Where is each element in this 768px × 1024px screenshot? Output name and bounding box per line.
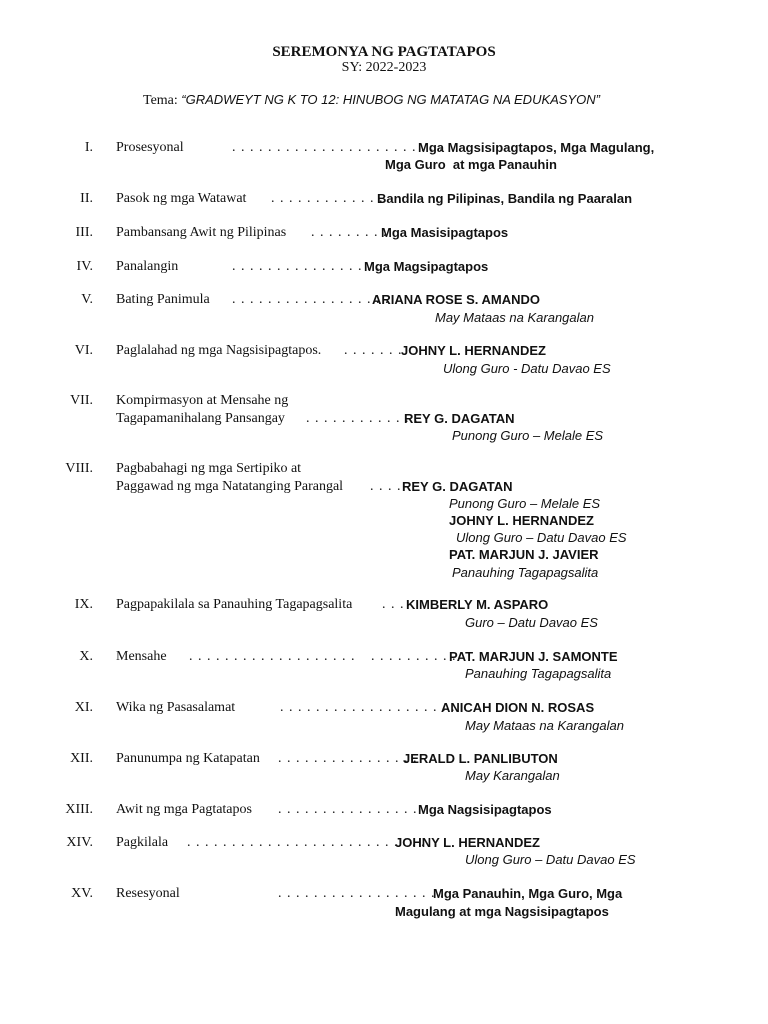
participant-name: Mga Nagsisipagtapos: [418, 802, 552, 817]
participant-title: May Mataas na Karangalan: [435, 310, 594, 325]
participant-title: Ulong Guro – Datu Davao ES: [456, 530, 627, 545]
item-number: II.: [80, 191, 93, 206]
leader-dots: . . .: [382, 597, 405, 612]
program-item-label: Paglalahad ng mga Nagsisipagtapos.: [116, 343, 322, 358]
item-number: XI.: [74, 700, 93, 715]
program-item-label: Bating Panimula: [116, 292, 210, 307]
participant-name: JOHNY L. HERNANDEZ: [395, 835, 540, 850]
program-item-label: Kompirmasyon at Mensahe ng: [116, 393, 289, 408]
program-item-label: Pagbabahagi ng mga Sertipiko at: [116, 461, 302, 476]
theme-line: [143, 92, 600, 109]
item-number: XII.: [70, 751, 93, 766]
leader-dots: . . . . . . . . . . . . . . . . . . .: [189, 649, 356, 664]
program-item-label: Panalangin: [116, 259, 179, 274]
program-item-label-cont: Tagapamanihalang Pansangay: [116, 411, 285, 426]
item-number: VII.: [70, 393, 93, 408]
program-item-label: Panunumpa ng Katapatan: [116, 751, 260, 766]
item-number: XIII.: [65, 802, 93, 817]
program-item-label: Awit ng mga Pagtatapos: [116, 802, 252, 817]
participant-name: PAT. MARJUN J. SAMONTE: [449, 649, 618, 664]
participant-name: Mga Guro at mga Panauhin: [385, 157, 557, 172]
leader-dots: . . . . . . . . . .: [371, 649, 457, 664]
leader-dots: . . . .: [370, 479, 402, 494]
participant-title: Guro – Datu Davao ES: [465, 615, 598, 630]
participant-name: Mga Magsisipagtapos, Mga Magulang,: [418, 140, 655, 155]
participant-name: PAT. MARJUN J. JAVIER: [449, 547, 599, 562]
participant-name: ARIANA ROSE S. AMANDO: [372, 292, 541, 307]
leader-dots: . . . . . . . . . . . . .: [271, 191, 384, 206]
leader-dots: . . . . . . . . . . . . . . . . . . . . . . . .: [232, 140, 444, 155]
item-number: VI.: [74, 343, 93, 358]
leader-dots: . . . . . . . . . . . . . . . .: [278, 802, 418, 817]
participant-title: Panauhing Tagapagsalita: [452, 565, 599, 580]
participant-name: JOHNY L. HERNANDEZ: [401, 343, 546, 358]
theme-text: “GRADWEYT NG K TO 12: HINUBOG NG MATATAG NA EDUKASYON”: [181, 92, 600, 107]
item-number: IV.: [76, 259, 93, 274]
participant-name: Mga Magsipagtapos: [364, 259, 489, 274]
leader-dots: . . . . . . . . . . . . . . . . . . . . . . . . . . .: [187, 835, 426, 850]
leader-dots: . . . . . . . . .: [311, 225, 388, 240]
leader-dots: . . . . . . . . . . . . . . . . . . . . .: [280, 700, 465, 715]
program-item-label: Pagpapakilala sa Panauhing Tagapagsalita: [116, 597, 353, 612]
program-item-label: Pagkilala: [116, 835, 169, 850]
theme-label: Tema:: [143, 93, 182, 108]
program-item-label: Resesyonal: [116, 886, 180, 901]
participant-name: Mga Masisipagtapos: [381, 225, 509, 240]
participant-name: JOHNY L. HERNANDEZ: [449, 513, 594, 528]
program-item-label: Prosesyonal: [116, 140, 184, 155]
school-year: SY: 2022-2023: [341, 60, 427, 75]
participant-title: May Mataas na Karangalan: [465, 718, 624, 733]
participant-name: Magulang at mga Nagsisipagtapos: [395, 904, 609, 919]
item-number: XV.: [71, 886, 93, 901]
participant-name: Bandila ng Pilipinas, Bandila ng Paaralan: [377, 191, 633, 206]
page-title: SEREMONYA NG PAGTATAPOS: [272, 44, 496, 60]
item-number: XIV.: [66, 835, 93, 850]
item-number: I.: [84, 140, 93, 155]
program-item-label: Wika ng Pasasalamat: [116, 700, 236, 715]
program-item-label-cont: Paggawad ng mga Natatanging Parangal: [116, 479, 344, 494]
participant-title: Panauhing Tagapagsalita: [465, 666, 612, 681]
leader-dots: . . . . . . . . . . . . . . . . . .: [232, 292, 390, 307]
participant-title: May Karangalan: [465, 768, 560, 783]
participant-title: Punong Guro – Melale ES: [452, 428, 604, 443]
participant-name: KIMBERLY M. ASPARO: [406, 597, 549, 612]
participant-title: Punong Guro – Melale ES: [449, 496, 601, 511]
participant-name: REY G. DAGATAN: [402, 479, 513, 494]
leader-dots: . . . . . . . . . . . . . . . .: [278, 751, 418, 766]
participant-name: REY G. DAGATAN: [404, 411, 515, 426]
item-number: III.: [75, 225, 93, 240]
participant-name: ANICAH DION N. ROSAS: [441, 700, 595, 715]
leader-dots: . . . . . . . . . . . . . . . . .: [232, 259, 381, 274]
program-item-label: Mensahe: [116, 649, 167, 664]
item-number: X.: [79, 649, 93, 664]
participant-title: Ulong Guro - Datu Davao ES: [443, 361, 611, 376]
participant-name: Mga Panauhin, Mga Guro, Mga: [433, 886, 623, 901]
item-number: VIII.: [65, 461, 93, 476]
program-item-label: Pasok ng mga Watawat: [116, 191, 247, 206]
participant-title: Ulong Guro – Datu Davao ES: [465, 852, 636, 867]
program-item-label: Pambansang Awit ng Pilipinas: [116, 225, 287, 240]
participant-name: JERALD L. PANLIBUTON: [403, 751, 558, 766]
item-number: IX.: [74, 597, 93, 612]
leader-dots: . . . . . . .: [344, 343, 403, 358]
leader-dots: . . . . . . . . . . . . . . . . . . .: [278, 886, 445, 901]
leader-dots: . . . . . . . . . . . . .: [306, 411, 419, 426]
item-number: V.: [81, 292, 93, 307]
